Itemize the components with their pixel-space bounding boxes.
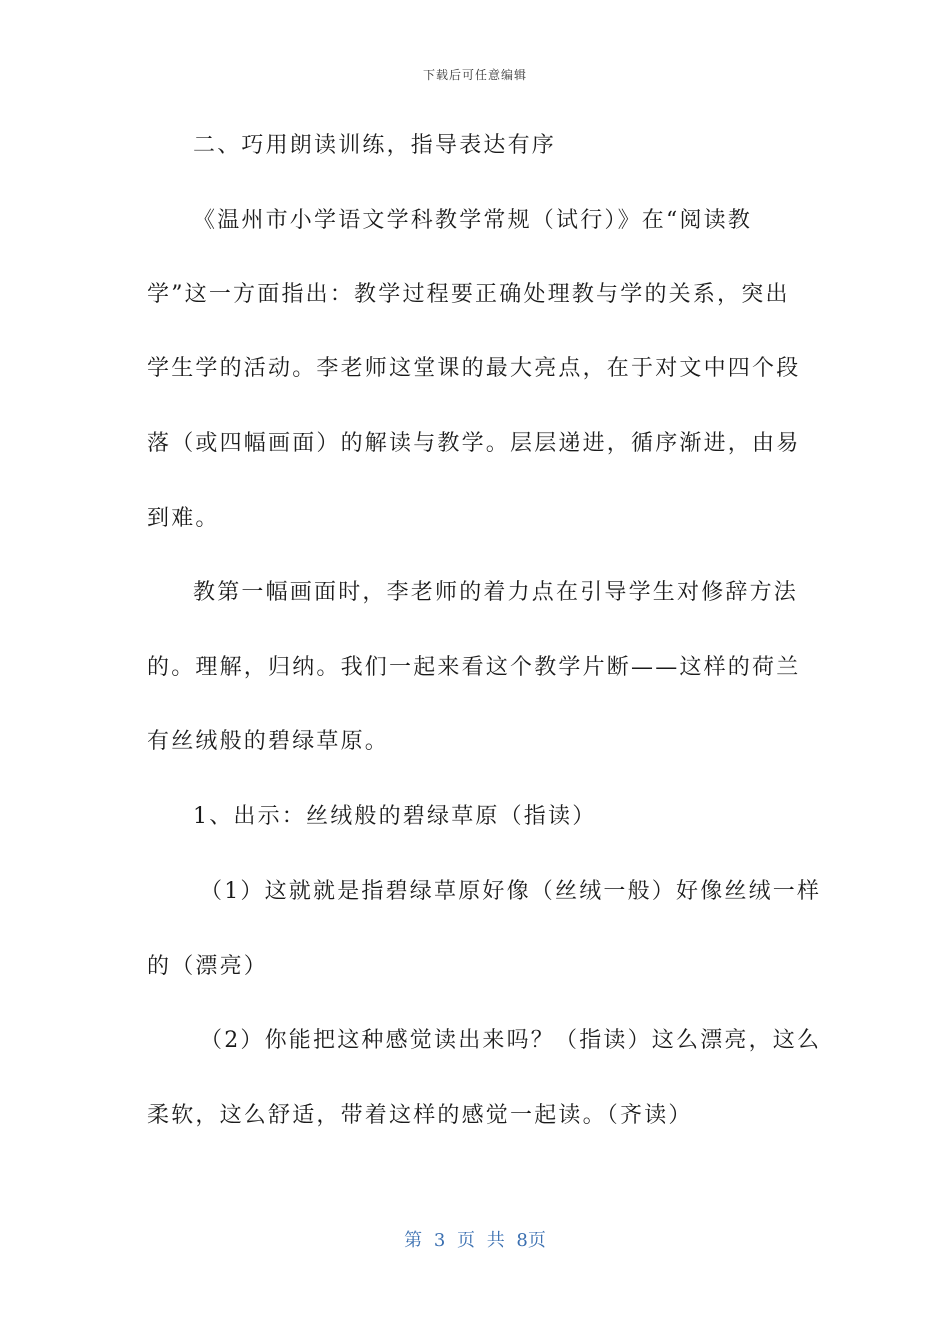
header-note: 下载后可任意编辑 <box>422 68 527 82</box>
paragraph-line: 到难。 <box>147 506 220 531</box>
paragraph-line: 教第一幅画面时，李老师的着力点在引导学生对修辞方法 <box>193 580 799 605</box>
paragraph-line: 学”这一方面指出：教学过程要正确处理教与学的关系，突出 <box>147 282 790 307</box>
paragraph-line: 的（漂亮） <box>147 954 269 979</box>
paragraph-line: 学生学的活动。李老师这堂课的最大亮点，在于对文中四个段 <box>147 356 801 381</box>
paragraph-line: 落（或四幅画面）的解读与教学。层层递进，循序渐进，由易 <box>147 431 801 456</box>
list-item: 1、出示：丝绒般的碧绿草原（指读） <box>193 804 597 829</box>
paragraph-line: 《温州市小学语文学科教学常规（试行）》在“阅读教 <box>193 208 753 233</box>
list-subitem: （1）这就就是指碧绿草原好像（丝绒一般）好像丝绒一样 <box>200 879 822 904</box>
paragraph-line: 有丝绒般的碧绿草原。 <box>147 729 390 754</box>
section-heading: 二、巧用朗读训练，指导表达有序 <box>193 133 557 158</box>
paragraph-line: 柔软，这么舒适，带着这样的感觉一起读。（齐读） <box>147 1103 693 1128</box>
page-number: 第 3 页 共 8页 <box>404 1230 546 1251</box>
paragraph-line: 的。理解，归纳。我们一起来看这个教学片断——这样的荷兰 <box>147 655 801 680</box>
list-subitem: （2）你能把这种感觉读出来吗？（指读）这么漂亮，这么 <box>200 1028 822 1053</box>
